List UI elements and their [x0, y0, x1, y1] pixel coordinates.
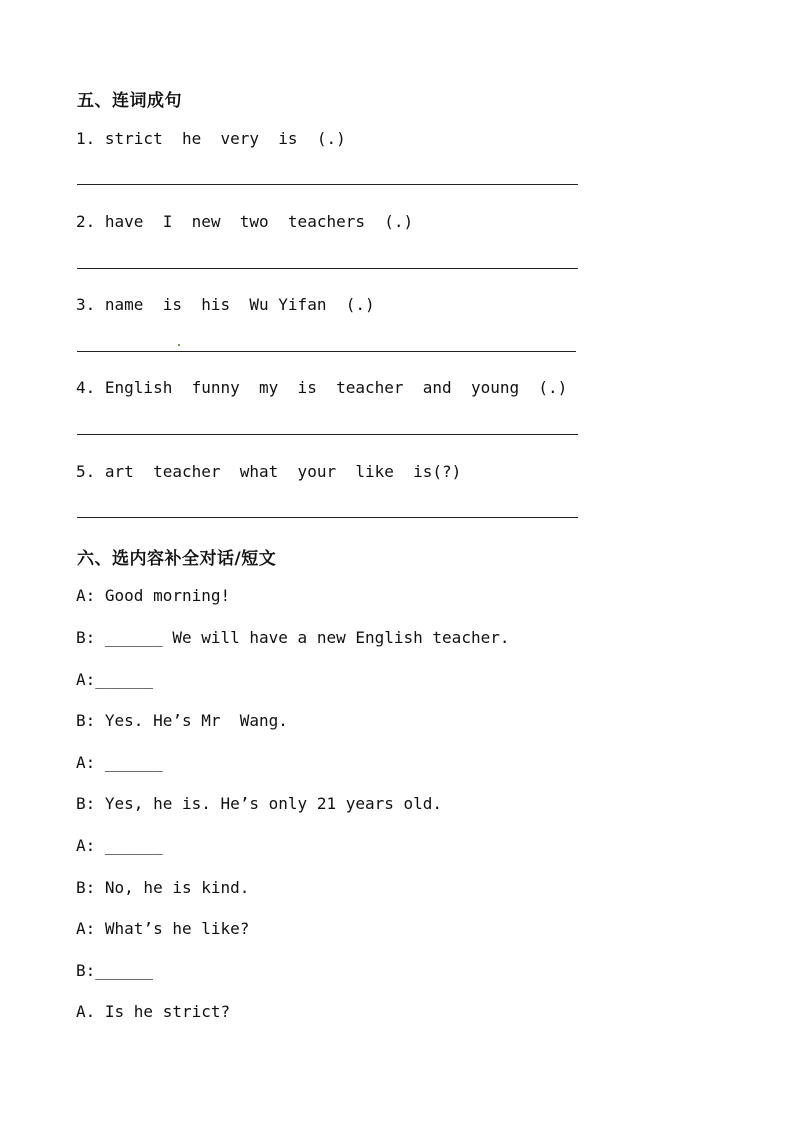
option-a: A. Is he strict?: [76, 1002, 231, 1021]
dialogue-line-9: A: What’s he like?: [76, 919, 250, 938]
section-5-title: 五、连词成句: [77, 91, 182, 111]
sentence-item-1: 1. strict he very is (.): [76, 129, 346, 148]
answer-line-5: [77, 517, 578, 518]
stray-mark: [178, 344, 180, 346]
answer-line-1: [77, 184, 578, 185]
dialogue-line-8: B: No, he is kind.: [76, 878, 250, 897]
dialogue-line-7: A: ______: [76, 836, 163, 855]
sentence-item-5: 5. art teacher what your like is(?): [76, 462, 462, 481]
answer-line-4: [77, 434, 578, 435]
dialogue-line-4: B: Yes. He’s Mr Wang.: [76, 711, 288, 730]
dialogue-line-10: B:______: [76, 961, 154, 980]
sentence-item-4: 4. English funny my is teacher and young (.): [76, 378, 568, 397]
dialogue-line-3: A:______: [76, 670, 154, 689]
sentence-item-2: 2. have I new two teachers (.): [76, 212, 414, 231]
dialogue-line-1: A: Good morning!: [76, 586, 231, 605]
dialogue-line-6: B: Yes, he is. He’s only 21 years old.: [76, 794, 443, 813]
dialogue-line-5: A: ______: [76, 753, 163, 772]
sentence-item-3: 3. name is his Wu Yifan (.): [76, 295, 375, 314]
answer-line-3: [77, 351, 576, 352]
section-6-title: 六、选内容补全对话/短文: [77, 549, 277, 569]
answer-line-2: [77, 268, 578, 269]
dialogue-line-2: B: ______ We will have a new English teacher.: [76, 628, 510, 647]
